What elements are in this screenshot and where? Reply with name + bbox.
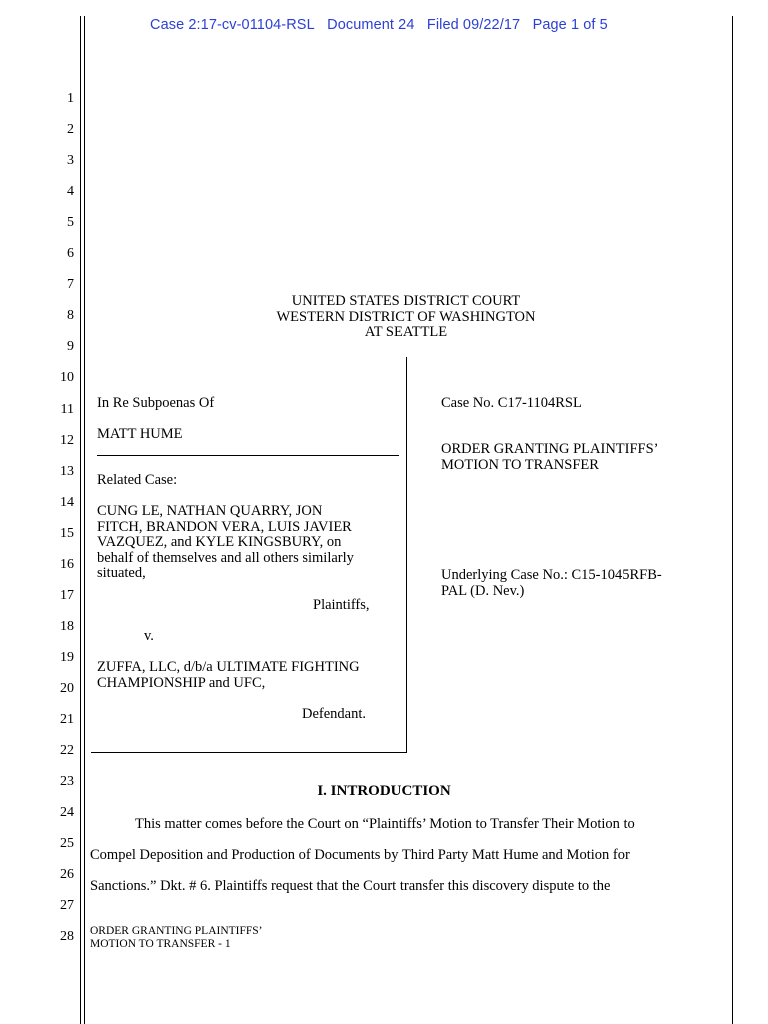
- line-number: 26: [60, 867, 74, 883]
- line-number: 11: [60, 401, 74, 417]
- order-title-2: MOTION TO TRANSFER: [441, 456, 599, 473]
- court-name: UNITED STATES DISTRICT COURT: [291, 293, 521, 309]
- line-number: 21: [60, 712, 74, 727]
- line-number: 1: [67, 91, 74, 106]
- line-number: 4: [67, 184, 74, 200]
- line-number: 15: [60, 525, 74, 541]
- header-page: Page 1 of 5: [532, 17, 608, 33]
- line-number: 12: [60, 432, 74, 448]
- right-margin-rule: [732, 16, 733, 1024]
- line-number: 20: [60, 680, 74, 696]
- line-number: 23: [60, 774, 74, 790]
- line-number: 16: [60, 556, 74, 572]
- caption-plaintiffs-3: VAZQUEZ, and KYLE KINGSBURY, on: [97, 534, 342, 550]
- order-title-1: ORDER GRANTING PLAINTIFFS’: [441, 441, 659, 457]
- caption-related: Related Case:: [97, 472, 178, 488]
- line-number: 24: [60, 805, 74, 821]
- footer-title-1: ORDER GRANTING PLAINTIFFS’: [90, 925, 263, 937]
- body-line-1: This matter comes before the Court on “Plaintiffs’ Motion to Transfer Their Motion to: [135, 816, 635, 832]
- line-number: 9: [67, 339, 74, 355]
- line-number: 3: [67, 153, 74, 169]
- caption-in-re: In Re Subpoenas Of: [97, 395, 215, 411]
- line-number: 6: [67, 246, 74, 262]
- line-number: 7: [67, 277, 74, 293]
- line-number: 25: [60, 836, 74, 852]
- caption-plaintiffs-2: FITCH, BRANDON VERA, LUIS JAVIER: [97, 518, 352, 535]
- caption-defendant-role: Defendant.: [302, 706, 367, 722]
- line-number: 18: [60, 618, 74, 634]
- caption-defendant-1: ZUFFA, LLC, d/b/a ULTIMATE FIGHTING: [97, 659, 360, 675]
- body-line-2: Compel Deposition and Production of Documents by Third Party Matt Hume and Motion for: [90, 847, 630, 863]
- left-margin-rule-outer: [80, 16, 81, 1024]
- left-margin-rule-inner: [84, 16, 85, 1024]
- line-number: 22: [60, 743, 74, 759]
- case-number: Case No. C17-1104RSL: [441, 395, 582, 411]
- line-number: 19: [60, 649, 74, 665]
- page-footer: [90, 925, 263, 950]
- court-location: AT SEATTLE: [364, 324, 448, 340]
- line-number: 14: [60, 494, 74, 510]
- court-district: WESTERN DISTRICT OF WASHINGTON: [276, 308, 536, 325]
- caption-plaintiffs-4: behalf of themselves and all others similarly: [97, 549, 354, 566]
- caption-plaintiffs-5: situated,: [97, 565, 146, 581]
- line-number: 10: [60, 370, 74, 386]
- court-heading: [200, 294, 612, 341]
- section-heading: I. INTRODUCTION: [317, 783, 451, 799]
- line-number: 13: [60, 463, 74, 479]
- line-number: 17: [60, 587, 74, 603]
- caption-versus: v.: [144, 628, 154, 644]
- line-number: 2: [67, 122, 74, 138]
- caption-plaintiffs-1: CUNG LE, NATHAN QUARRY, JON: [97, 503, 323, 519]
- caption-defendant-2: CHAMPIONSHIP and UFC,: [97, 674, 266, 691]
- line-number: 28: [60, 929, 74, 945]
- line-number: 8: [67, 308, 74, 324]
- caption-party: MATT HUME: [97, 426, 183, 442]
- line-number: 5: [67, 215, 74, 231]
- header-filed: Filed 09/22/17: [426, 17, 521, 33]
- body-line-3: Sanctions.” Dkt. # 6. Plaintiffs request that the Court transfer this discovery dispute to the: [90, 878, 611, 894]
- caption-divider: [406, 357, 407, 753]
- underlying-case-1: Underlying Case No.: C15-1045RFB-: [441, 567, 662, 583]
- caption-plaintiffs-role: Plaintiffs,: [313, 597, 370, 613]
- line-number: 27: [60, 898, 74, 914]
- caption-underline: [97, 455, 399, 456]
- caption-bottom-rule: [91, 752, 407, 753]
- header-case: Case 2:17-cv-01104-RSL: [150, 17, 315, 33]
- ecf-header: [150, 17, 608, 33]
- underlying-case-2: PAL (D. Nev.): [441, 582, 525, 599]
- footer-title-2: MOTION TO TRANSFER - 1: [90, 937, 231, 950]
- header-document: Document 24: [327, 17, 415, 33]
